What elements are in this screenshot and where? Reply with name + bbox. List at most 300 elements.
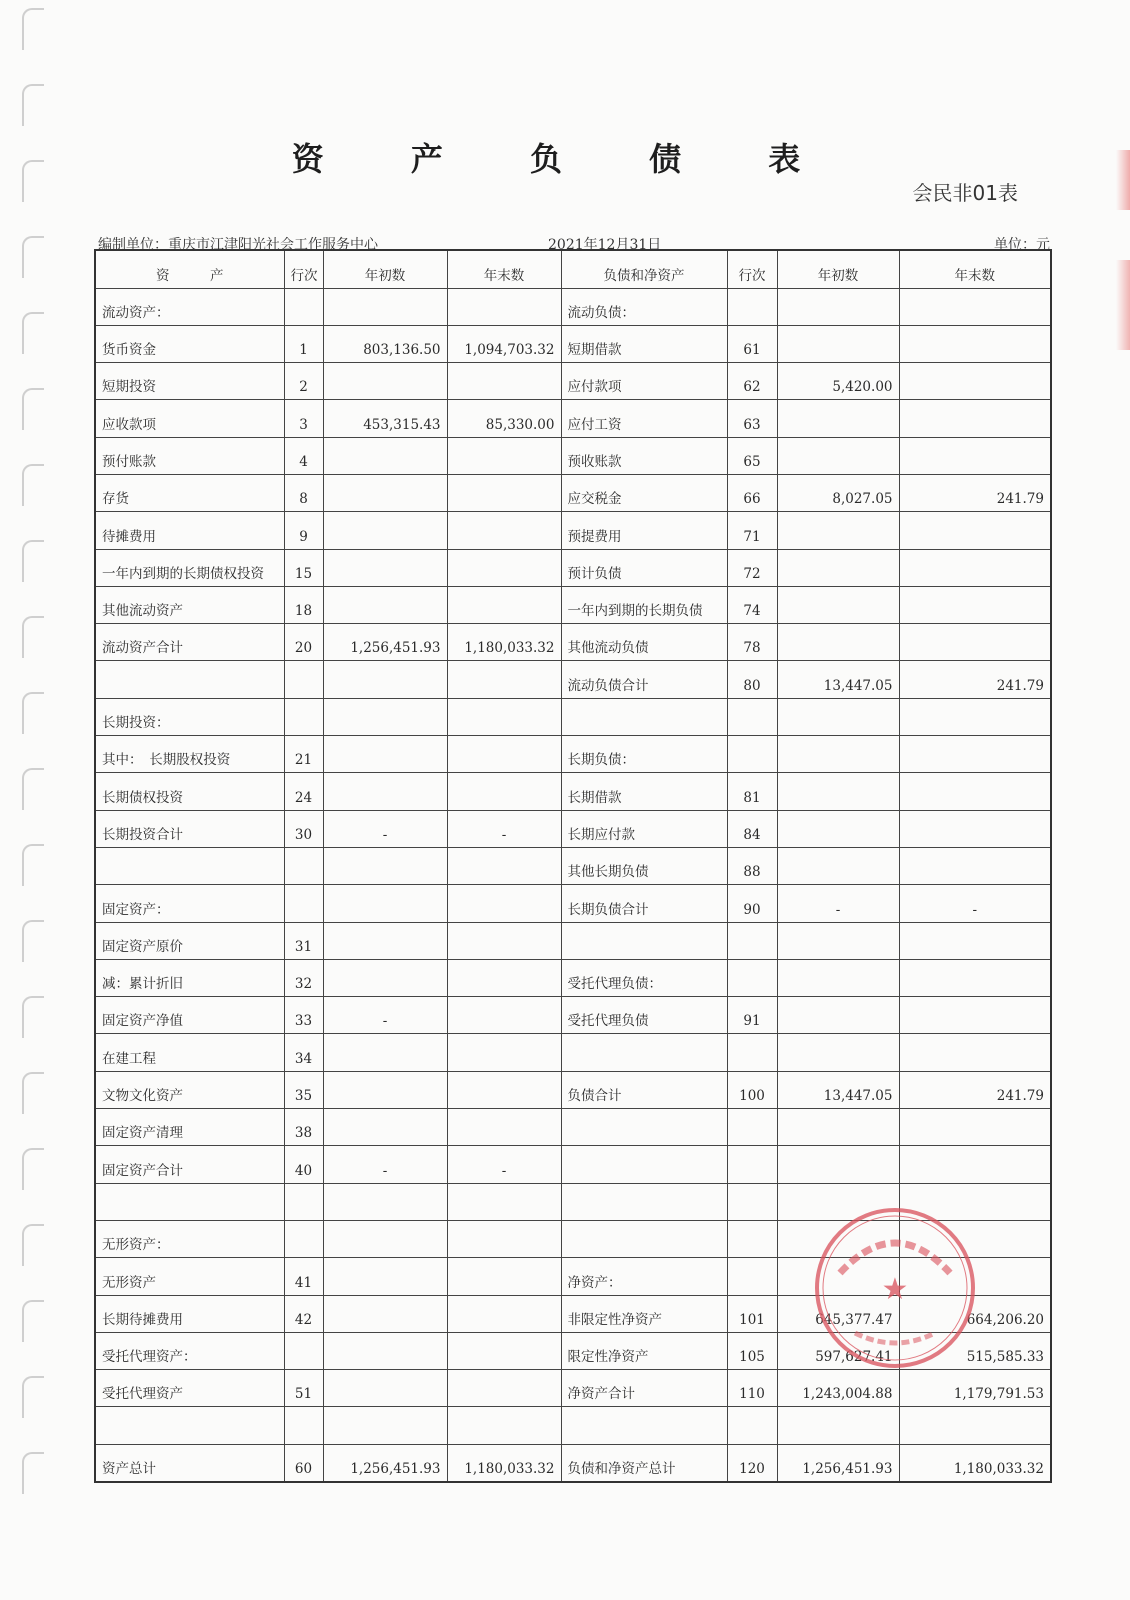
liability-begin-value [777, 736, 899, 773]
liability-end-value [899, 549, 1051, 586]
liability-line-no: 80 [727, 661, 777, 698]
table-row [95, 1407, 1051, 1444]
asset-line-no: 31 [284, 922, 323, 959]
asset-label: 无形资产 [95, 1258, 284, 1295]
liability-end-value [899, 1109, 1051, 1146]
table-row [95, 400, 1051, 437]
liability-label: 流动负债： [561, 288, 727, 325]
asset-label: 减：累计折旧 [95, 959, 284, 996]
binding-ring [22, 692, 44, 734]
liability-begin-value: - [777, 885, 899, 922]
table-row [95, 288, 1051, 325]
liability-end-value [899, 624, 1051, 661]
asset-begin-value [323, 512, 447, 549]
liability-end-value [899, 810, 1051, 847]
asset-label: 应收款项 [95, 400, 284, 437]
binding-ring [22, 84, 44, 126]
asset-begin-value [323, 586, 447, 623]
asset-end-value [447, 773, 561, 810]
asset-begin-value [323, 1332, 447, 1369]
asset-line-no: 34 [284, 1034, 323, 1071]
liability-label: 长期应付款 [561, 810, 727, 847]
asset-end-value [447, 661, 561, 698]
asset-line-no: 30 [284, 810, 323, 847]
table-row [95, 1444, 1051, 1481]
asset-begin-value [323, 736, 447, 773]
table-row [95, 474, 1051, 511]
asset-label: 预付账款 [95, 437, 284, 474]
liability-begin-value [777, 810, 899, 847]
asset-end-value [447, 586, 561, 623]
binding-holes [0, 0, 70, 1600]
liability-end-value [899, 400, 1051, 437]
asset-begin-value: - [323, 810, 447, 847]
asset-line-no [284, 698, 323, 735]
asset-label: 固定资产原价 [95, 922, 284, 959]
liability-label: 一年内到期的长期负债 [561, 586, 727, 623]
table-row [95, 773, 1051, 810]
liability-label: 负债合计 [561, 1071, 727, 1108]
liability-label: 其他流动负债 [561, 624, 727, 661]
asset-begin-value: - [323, 997, 447, 1034]
liability-label: 长期借款 [561, 773, 727, 810]
asset-line-no [284, 288, 323, 325]
liability-label [561, 1034, 727, 1071]
table-row [95, 922, 1051, 959]
asset-end-value [447, 288, 561, 325]
table-row [95, 1109, 1051, 1146]
liability-end-value: - [899, 885, 1051, 922]
liability-begin-value [777, 959, 899, 996]
liability-label [561, 1183, 727, 1220]
asset-line-no [284, 847, 323, 884]
liability-begin-value [777, 288, 899, 325]
asset-label: 受托代理资产 [95, 1370, 284, 1407]
asset-label: 固定资产： [95, 885, 284, 922]
liability-end-value: 515,585.33 [899, 1332, 1051, 1369]
asset-end-value [447, 1258, 561, 1295]
liability-line-no: 88 [727, 847, 777, 884]
liability-begin-value [777, 847, 899, 884]
liability-line-no [727, 736, 777, 773]
asset-line-no: 15 [284, 549, 323, 586]
asset-begin-value: 453,315.43 [323, 400, 447, 437]
asset-line-no: 9 [284, 512, 323, 549]
liability-label: 净资产合计 [561, 1370, 727, 1407]
liability-end-value: 241.79 [899, 1071, 1051, 1108]
table-header-row [95, 250, 1051, 288]
asset-line-no: 3 [284, 400, 323, 437]
binding-ring [22, 844, 44, 886]
asset-line-no: 2 [284, 363, 323, 400]
asset-begin-value [323, 1370, 447, 1407]
asset-end-value [447, 885, 561, 922]
asset-label: 长期待摊费用 [95, 1295, 284, 1332]
asset-begin-value [323, 1407, 447, 1444]
liability-begin-value [777, 922, 899, 959]
header-end: 年末数 [447, 250, 561, 288]
asset-end-value [447, 736, 561, 773]
asset-begin-value [323, 1071, 447, 1108]
liability-label: 其他长期负债 [561, 847, 727, 884]
liability-line-no [727, 1220, 777, 1257]
liability-line-no: 66 [727, 474, 777, 511]
liability-begin-value [777, 698, 899, 735]
liability-line-no: 72 [727, 549, 777, 586]
asset-line-no [284, 1332, 323, 1369]
asset-begin-value [323, 885, 447, 922]
page-title: 资 产 负 债 表 [291, 140, 839, 178]
liability-label: 非限定性净资产 [561, 1295, 727, 1332]
liability-end-value [899, 922, 1051, 959]
asset-begin-value [323, 363, 447, 400]
table-row [95, 1146, 1051, 1183]
asset-end-value [447, 1109, 561, 1146]
liability-begin-value [777, 997, 899, 1034]
asset-end-value [447, 1071, 561, 1108]
liability-line-no: 120 [727, 1444, 777, 1481]
svg-text:★: ★ [881, 1272, 909, 1307]
liability-begin-value [777, 1146, 899, 1183]
asset-label: 无形资产： [95, 1220, 284, 1257]
asset-label: 一年内到期的长期债权投资 [95, 549, 284, 586]
liability-end-value [899, 437, 1051, 474]
asset-end-value [447, 363, 561, 400]
asset-begin-value [323, 288, 447, 325]
asset-label [95, 1183, 284, 1220]
liability-label: 预提费用 [561, 512, 727, 549]
asset-end-value: - [447, 1146, 561, 1183]
asset-end-value [447, 959, 561, 996]
asset-begin-value [323, 773, 447, 810]
liability-end-value: 241.79 [899, 661, 1051, 698]
asset-begin-value [323, 1220, 447, 1257]
asset-begin-value [323, 474, 447, 511]
asset-line-no: 40 [284, 1146, 323, 1183]
asset-begin-value [323, 1034, 447, 1071]
table-row [95, 959, 1051, 996]
table-row [95, 363, 1051, 400]
liability-line-no: 81 [727, 773, 777, 810]
liability-line-no [727, 1183, 777, 1220]
asset-label: 流动资产： [95, 288, 284, 325]
asset-label: 其中： 长期股权投资 [95, 736, 284, 773]
asset-label: 固定资产清理 [95, 1109, 284, 1146]
liability-begin-value: 13,447.05 [777, 1071, 899, 1108]
asset-begin-value [323, 549, 447, 586]
liability-line-no [727, 1407, 777, 1444]
asset-label: 在建工程 [95, 1034, 284, 1071]
asset-end-value [447, 1407, 561, 1444]
liability-label [561, 698, 727, 735]
asset-label: 固定资产净值 [95, 997, 284, 1034]
liability-line-no [727, 698, 777, 735]
liability-label: 流动负债合计 [561, 661, 727, 698]
asset-end-value [447, 1332, 561, 1369]
liability-end-value [899, 959, 1051, 996]
asset-label: 其他流动资产 [95, 586, 284, 623]
binding-ring [22, 996, 44, 1038]
asset-end-value [447, 1370, 561, 1407]
liability-label: 长期负债： [561, 736, 727, 773]
asset-line-no: 20 [284, 624, 323, 661]
asset-end-value: 85,330.00 [447, 400, 561, 437]
liability-label: 受托代理负债 [561, 997, 727, 1034]
asset-begin-value [323, 1258, 447, 1295]
asset-line-no [284, 1407, 323, 1444]
asset-begin-value: 1,256,451.93 [323, 1444, 447, 1481]
liability-label [561, 922, 727, 959]
liability-label: 限定性净资产 [561, 1332, 727, 1369]
liability-begin-value [777, 1109, 899, 1146]
asset-line-no: 42 [284, 1295, 323, 1332]
liability-begin-value: 8,027.05 [777, 474, 899, 511]
liability-end-value [899, 363, 1051, 400]
liability-label: 净资产： [561, 1258, 727, 1295]
table-row [95, 997, 1051, 1034]
asset-label: 待摊费用 [95, 512, 284, 549]
header-begin: 年初数 [323, 250, 447, 288]
binding-ring [22, 768, 44, 810]
table-row [95, 885, 1051, 922]
liability-line-no [727, 922, 777, 959]
asset-line-no: 1 [284, 325, 323, 362]
asset-begin-value [323, 1295, 447, 1332]
liability-label [561, 1146, 727, 1183]
red-edge-mark [1116, 260, 1130, 350]
liability-begin-value [777, 437, 899, 474]
asset-label: 长期债权投资 [95, 773, 284, 810]
asset-line-no: 41 [284, 1258, 323, 1295]
liability-begin-value [777, 624, 899, 661]
table-row [95, 512, 1051, 549]
liability-label: 预收账款 [561, 437, 727, 474]
liability-end-value [899, 773, 1051, 810]
liability-line-no: 101 [727, 1295, 777, 1332]
asset-end-value [447, 698, 561, 735]
official-seal-stamp [810, 1203, 980, 1373]
binding-ring [22, 312, 44, 354]
report-date: 2021年12月31日 [548, 237, 662, 253]
table-row [95, 1071, 1051, 1108]
asset-label [95, 1407, 284, 1444]
asset-line-no [284, 885, 323, 922]
asset-line-no: 32 [284, 959, 323, 996]
asset-line-no: 8 [284, 474, 323, 511]
liability-label: 预计负债 [561, 549, 727, 586]
asset-line-no [284, 661, 323, 698]
asset-line-no: 24 [284, 773, 323, 810]
asset-end-value [447, 1183, 561, 1220]
header-begin: 年初数 [777, 250, 899, 288]
asset-line-no: 21 [284, 736, 323, 773]
liability-line-no: 61 [727, 325, 777, 362]
binding-ring [22, 1148, 44, 1190]
asset-begin-value [323, 1109, 447, 1146]
liability-line-no: 84 [727, 810, 777, 847]
asset-begin-value [323, 1183, 447, 1220]
asset-line-no: 4 [284, 437, 323, 474]
liability-line-no [727, 1258, 777, 1295]
header-end: 年末数 [899, 250, 1051, 288]
liability-begin-value [777, 400, 899, 437]
liability-begin-value [777, 773, 899, 810]
asset-label: 存货 [95, 474, 284, 511]
asset-label [95, 661, 284, 698]
asset-end-value [447, 1034, 561, 1071]
liability-line-no: 71 [727, 512, 777, 549]
header-line-no: 行次 [727, 250, 777, 288]
table-row [95, 624, 1051, 661]
liability-line-no: 100 [727, 1071, 777, 1108]
header-line-no: 行次 [284, 250, 323, 288]
binding-ring [22, 616, 44, 658]
asset-end-value [447, 437, 561, 474]
liability-begin-value: 645,377.47 [777, 1295, 899, 1332]
liability-line-no [727, 1146, 777, 1183]
asset-line-no [284, 1183, 323, 1220]
liability-label: 应交税金 [561, 474, 727, 511]
asset-begin-value: 1,256,451.93 [323, 624, 447, 661]
liability-end-value: 664,206.20 [899, 1295, 1051, 1332]
liability-line-no [727, 1109, 777, 1146]
liability-end-value: 1,179,791.53 [899, 1370, 1051, 1407]
asset-end-value: 1,094,703.32 [447, 325, 561, 362]
asset-end-value [447, 997, 561, 1034]
header-liabilities: 负债和净资产 [561, 250, 727, 288]
binding-ring [22, 540, 44, 582]
asset-label: 资产总计 [95, 1444, 284, 1481]
liability-end-value [899, 512, 1051, 549]
liability-begin-value [777, 1407, 899, 1444]
asset-line-no: 60 [284, 1444, 323, 1481]
table-row [95, 1370, 1051, 1407]
asset-label: 货币资金 [95, 325, 284, 362]
liability-end-value [899, 1146, 1051, 1183]
liability-label [561, 1407, 727, 1444]
currency-unit: 单位：元 [994, 237, 1050, 253]
asset-line-no: 38 [284, 1109, 323, 1146]
asset-begin-value [323, 922, 447, 959]
asset-label: 文物文化资产 [95, 1071, 284, 1108]
liability-begin-value [777, 549, 899, 586]
binding-ring [22, 1224, 44, 1266]
table-row [95, 1034, 1051, 1071]
table-row [95, 698, 1051, 735]
liability-end-value [899, 1034, 1051, 1071]
liability-label: 负债和净资产总计 [561, 1444, 727, 1481]
liability-line-no [727, 1034, 777, 1071]
liability-begin-value: 1,256,451.93 [777, 1444, 899, 1481]
binding-ring [22, 388, 44, 430]
asset-begin-value [323, 959, 447, 996]
header-assets: 资 产 [95, 250, 284, 288]
liability-end-value: 1,180,033.32 [899, 1444, 1051, 1481]
asset-begin-value: - [323, 1146, 447, 1183]
asset-begin-value [323, 847, 447, 884]
liability-line-no: 62 [727, 363, 777, 400]
liability-line-no: 110 [727, 1370, 777, 1407]
asset-end-value [447, 1295, 561, 1332]
liability-begin-value: 5,420.00 [777, 363, 899, 400]
asset-line-no: 51 [284, 1370, 323, 1407]
liability-line-no: 78 [727, 624, 777, 661]
asset-label [95, 847, 284, 884]
asset-line-no: 18 [284, 586, 323, 623]
liability-begin-value [777, 586, 899, 623]
liability-label: 长期负债合计 [561, 885, 727, 922]
liability-begin-value [777, 1034, 899, 1071]
liability-line-no: 74 [727, 586, 777, 623]
asset-end-value: 1,180,033.32 [447, 624, 561, 661]
asset-label: 长期投资： [95, 698, 284, 735]
liability-end-value [899, 325, 1051, 362]
table-row [95, 437, 1051, 474]
asset-line-no: 33 [284, 997, 323, 1034]
table-row [95, 586, 1051, 623]
liability-label [561, 1109, 727, 1146]
liability-end-value: 241.79 [899, 474, 1051, 511]
liability-begin-value: 597,627.41 [777, 1332, 899, 1369]
binding-ring [22, 8, 44, 50]
binding-ring [22, 920, 44, 962]
liability-begin-value [777, 512, 899, 549]
asset-begin-value [323, 698, 447, 735]
table-row [95, 810, 1051, 847]
liability-label: 短期借款 [561, 325, 727, 362]
liability-line-no: 91 [727, 997, 777, 1034]
liability-label [561, 1220, 727, 1257]
organization: 编制单位：重庆市江津阳光社会工作服务中心 [98, 237, 378, 253]
form-code: 会民非01表 [912, 181, 1018, 205]
asset-begin-value [323, 437, 447, 474]
table-row [95, 736, 1051, 773]
liability-end-value [899, 288, 1051, 325]
liability-begin-value: 13,447.05 [777, 661, 899, 698]
asset-end-value [447, 1220, 561, 1257]
liability-end-value [899, 1407, 1051, 1444]
liability-line-no: 65 [727, 437, 777, 474]
binding-ring [22, 1072, 44, 1114]
liability-end-value [899, 698, 1051, 735]
asset-line-no: 35 [284, 1071, 323, 1108]
liability-label: 受托代理负债： [561, 959, 727, 996]
binding-ring [22, 464, 44, 506]
asset-end-value [447, 549, 561, 586]
liability-line-no: 63 [727, 400, 777, 437]
asset-begin-value [323, 661, 447, 698]
liability-begin-value [777, 325, 899, 362]
asset-end-value: 1,180,033.32 [447, 1444, 561, 1481]
liability-end-value [899, 736, 1051, 773]
binding-ring [22, 1376, 44, 1418]
binding-ring [22, 1452, 44, 1494]
asset-label: 流动资产合计 [95, 624, 284, 661]
asset-end-value [447, 474, 561, 511]
liability-begin-value: 1,243,004.88 [777, 1370, 899, 1407]
liability-end-value [899, 586, 1051, 623]
asset-end-value [447, 922, 561, 959]
liability-line-no: 90 [727, 885, 777, 922]
liability-line-no [727, 288, 777, 325]
liability-end-value [899, 847, 1051, 884]
table-row [95, 847, 1051, 884]
liability-end-value [899, 997, 1051, 1034]
asset-begin-value: 803,136.50 [323, 325, 447, 362]
binding-ring [22, 236, 44, 278]
liability-label: 应付款项 [561, 363, 727, 400]
asset-end-value: - [447, 810, 561, 847]
